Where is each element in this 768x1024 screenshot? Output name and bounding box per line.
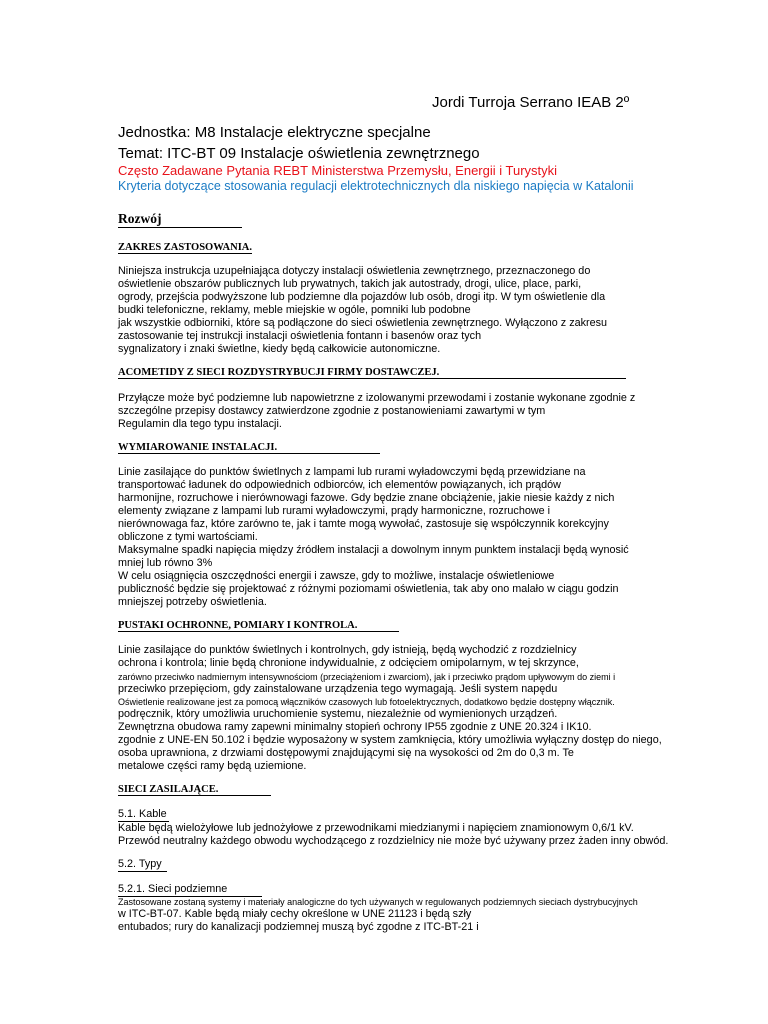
- subsection-title-kable: [118, 808, 169, 822]
- subsection-title-sieci-podziemne-text: 5.2.1. Sieci podziemne: [118, 883, 262, 897]
- paragraph-line: Linie zasilające do punktów świetlnych z lampami lub rurami wyładowczymi będą przewidziane na: [118, 466, 586, 478]
- section-heading-rozwoj: [118, 211, 242, 228]
- paragraph-line: zgodnie z UNE-EN 50.102 i będzie wyposażony w system zamknięcia, który umożliwia wyłączny dostęp do niego,: [118, 734, 662, 746]
- paragraph-line: mniej lub równo 3%: [118, 557, 213, 569]
- topic-line: Temat: ITC-BT 09 Instalacje oświetlenia zewnętrznego: [118, 145, 480, 162]
- paragraph-line: szczególne przepisy dostawcy zatwierdzone zgodnie z postanowieniami zawartymi w tym: [118, 405, 546, 417]
- paragraph-line: Zastosowane zostaną systemy i materiały analogiczne do tych używanych w regulowanych podziemnych sieciach dystrybucyjnych: [118, 897, 638, 907]
- paragraph-line: zarówno przeciwko nadmiernym intensywnościom (przeciążeniom i zwarciom), jak i przeciwko prądom upływowym do ziemi i: [118, 672, 616, 682]
- paragraph-line: jak wszystkie odbiorniki, które są podłączone do sieci oświetlenia zewnętrznego. Wyłączono z zakresu: [118, 317, 607, 329]
- paragraph-line: obliczone z tymi wartościami.: [118, 531, 258, 543]
- paragraph-line: ogrody, przejścia podwyższone lub podziemne dla pojazdów lub osób, drogi itp. W tym oświetlenie dla: [118, 291, 606, 303]
- paragraph-line: Przewód neutralny każdego obwodu wychodzącego z rozdzielnicy nie może być używany przez żaden inny obwód.: [118, 835, 669, 847]
- paragraph-line: ochrona i kontrola; linie będą chronione indywidualnie, z odcięciem omipolarnym, w tej skrzynce,: [118, 657, 579, 669]
- paragraph-line: Linie zasilające do punktów świetlnych i kontrolnych, gdy istnieją, będą wychodzić z rozdzielnicy: [118, 644, 577, 656]
- paragraph-line: publiczność będzie się projektować z różnymi poziomami oświetlenia, tak aby ono malało w ciągu godzin: [118, 583, 619, 595]
- paragraph-line: transportować ładunek do odpowiednich odbiorców, ich elementów powiązanych, ich prądów: [118, 479, 561, 491]
- section-title-acometidy-text: ACOMETIDY Z SIECI ROZDYSTRYBUCJI FIRMY DOSTAWCZEJ.: [118, 367, 626, 379]
- paragraph-line: W celu osiągnięcia oszczędności energii i zawsze, gdy to możliwe, instalacje oświetleniowe: [118, 570, 555, 582]
- section-title-zakres: [118, 242, 252, 254]
- section-title-zakres-text: ZAKRES ZASTOSOWANIA.: [118, 242, 253, 253]
- section-title-pustaki-text: PUSTAKI OCHRONNE, POMIARY I KONTROLA.: [118, 620, 399, 632]
- paragraph-line: Niniejsza instrukcja uzupełniająca dotyczy instalacji oświetlenia zewnętrznego, przeznaczonego do: [118, 265, 591, 277]
- paragraph-line: oświetlenie obszarów publicznych lub prywatnych, takich jak autostrady, drogi, ulice, place, parki,: [118, 278, 582, 290]
- paragraph-line: budki telefoniczne, reklamy, meble miejskie w ogóle, pomniki lub podobne: [118, 304, 471, 316]
- faq-line: Często Zadawane Pytania REBT Ministerstwa Przemysłu, Energii i Turystyki: [118, 163, 558, 178]
- author-line: Jordi Turroja Serrano IEAB 2º: [432, 94, 630, 111]
- unit-line: Jednostka: M8 Instalacje elektryczne specjalne: [118, 124, 431, 141]
- paragraph-line: Przyłącze może być podziemne lub napowietrzne z izolowanymi przewodami i zostanie wykonane zgodnie z: [118, 392, 636, 404]
- subsection-title-sieci-podziemne: [118, 883, 262, 897]
- paragraph-line: entubados; rury do kanalizacji podziemnej muszą być zgodne z ITC-BT-21 i: [118, 921, 479, 933]
- paragraph-line: mniejszej potrzeby oświetlenia.: [118, 596, 267, 608]
- paragraph-line: Zewnętrzna obudowa ramy zapewni minimalny stopień ochrony IP55 zgodnie z UNE 20.324 i IK10.: [118, 721, 592, 733]
- paragraph-line: sygnalizatory i znaki świetlne, kiedy będą całkowicie autonomiczne.: [118, 343, 441, 355]
- paragraph-line: Oświetlenie realizowane jest za pomocą włączników czasowych lub fotoelektrycznych, dodatkowo będzie dostępny włącznik.: [118, 697, 615, 707]
- paragraph-line: zastosowanie tej instrukcji instalacji oświetlenia fontann i basenów oraz tych: [118, 330, 482, 342]
- paragraph-line: nierównowaga faz, które zarówno te, jak i tamte mogą wywołać, zastosuje się współczynnik korekcyjny: [118, 518, 609, 530]
- subsection-title-typy: [118, 858, 167, 872]
- paragraph-line: Kable będą wielożyłowe lub jednożyłowe z przewodnikami miedzianymi i napięciem znamionowym 0,6/1 kV.: [118, 822, 634, 834]
- section-title-sieci: [118, 784, 271, 796]
- subsection-title-typy-text: 5.2. Typy: [118, 858, 167, 872]
- paragraph-line: Regulamin dla tego typu instalacji.: [118, 418, 282, 430]
- paragraph-line: osoba uprawniona, z drzwiami dostępowymi znajdującymi się na wysokości od 2m do 0,3 m. Te: [118, 747, 574, 759]
- paragraph-line: Maksymalne spadki napięcia między źródłem instalacji a dowolnym innym punktem instalacji będą wynosić: [118, 544, 629, 556]
- rozwoj-label: Rozwój: [118, 211, 242, 228]
- paragraph-line: elementy związane z lampami lub rurami wyładowczymi, prądy harmoniczne, rozruchowe i: [118, 505, 551, 517]
- criteria-line: Kryteria dotyczące stosowania regulacji elektrotechnicznych dla niskiego napięcia w Katalonii: [118, 179, 634, 193]
- paragraph-line: przeciwko przepięciom, gdy zainstalowane urządzenia tego wymagają. Jeśli system napędu: [118, 683, 558, 695]
- section-title-acometidy: [118, 367, 626, 379]
- section-title-wymiarowanie-text: WYMIAROWANIE INSTALACJI.: [118, 442, 380, 454]
- subsection-title-kable-text: 5.1. Kable: [118, 808, 169, 822]
- section-title-wymiarowanie: [118, 442, 380, 454]
- paragraph-line: metalowe części ramy będą uziemione.: [118, 760, 307, 772]
- section-title-pustaki: [118, 620, 399, 632]
- paragraph-line: harmonijne, rozruchowe i nierównowagi fazowe. Gdy będzie znane obciążenie, jakie niesie każdy z nich: [118, 492, 615, 504]
- paragraph-line: w ITC-BT-07. Kable będą miały cechy określone w UNE 21123 i będą szły: [118, 908, 472, 920]
- paragraph-line: podręcznik, który umożliwia uruchomienie systemu, niezależnie od wymienionych urządzeń.: [118, 708, 558, 720]
- section-title-sieci-text: SIECI ZASILAJĄCE.: [118, 784, 271, 796]
